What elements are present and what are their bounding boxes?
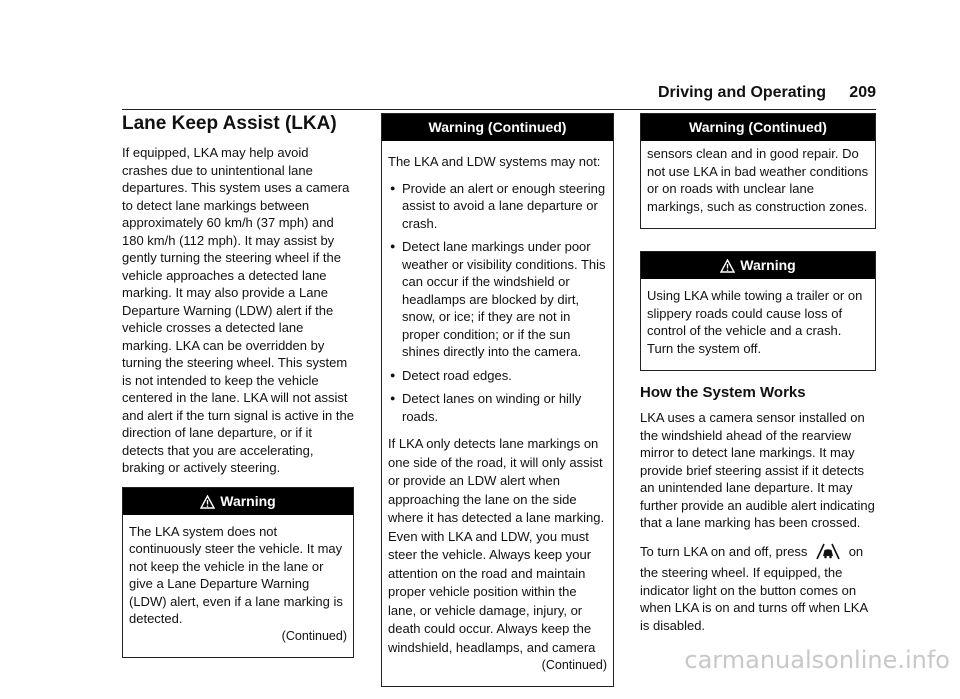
list-item: ● Detect lane markings under poor weather or visibility conditions. This can occur if the windshield or headlamps are blocked by dirt, snow, or ice; if they are not in proper condition; or if the sun shines directly into the camera. [388, 238, 607, 361]
lane-keep-assist-icon [813, 542, 843, 565]
header-title: Driving and Operating [657, 84, 826, 101]
instruction-text-before: To turn LKA on and off, press [640, 543, 808, 559]
page-header [122, 84, 876, 106]
warning-text: Using LKA while towing a trailer or on slippery roads could cause loss of control of the vehicle and a crash. Turn the system off. [647, 288, 863, 356]
column-1 [122, 112, 354, 670]
warning-title: Warning [740, 257, 796, 273]
page-number: 209 [849, 84, 876, 101]
toggle-instructions [640, 542, 876, 635]
warning-icon [200, 491, 215, 518]
column-2 [381, 113, 614, 699]
warning-body [641, 279, 875, 370]
column-3 [640, 113, 876, 644]
warning-header: Warning (Continued) [641, 114, 875, 141]
warning-box [122, 487, 354, 658]
warning-paragraph: If LKA only detects lane markings on one side of the road, it will only assist or provide an LDW alert when approaching the lane on the side where it has detected a lane marking. Even with LKA and LDW, you must steer the vehicle. Always keep your attention on the road and maintain proper vehicle position within the lane, or vehicle damage, injury, or death could occur. Always keep the windshield, headlamps, and camera [388, 436, 605, 655]
list-item: ● Detect lanes on winding or hilly roads. [388, 390, 607, 425]
section-heading: Lane Keep Assist (LKA) [122, 113, 337, 134]
intro-paragraph: If equipped, LKA may help avoid crashes due to unintentional lane departures. This system uses a camera to detect lane markings between approximately 60 km/h (37 mph) and 180 km/h (112 mph). It may assist by gently turning the steering wheel if the vehicle approaches a detected lane marking. It may also provide a Lane Departure Warning (LDW) alert if the vehicle crosses a detected lane marking. LKA can be overridden by turning the steering wheel. This system is not intended to keep the vehicle centered in the lane. LKA will not assist and alert if the turn signal is active in the direction of lane departure, or if it detects that you are accelerating, braking or actively steering. [122, 145, 354, 475]
warning-title: Warning [220, 492, 276, 509]
warning-icon [720, 255, 735, 282]
continued-label: (Continued) [541, 658, 607, 672]
warning-header: Warning (Continued) [382, 114, 613, 141]
watermark: carmanualsonline.info [684, 646, 950, 674]
bullet-list [388, 180, 607, 426]
subsection-heading: How the System Works [640, 384, 806, 401]
list-item: ● Provide an alert or enough steering assist to avoid a lane departure or crash. [388, 180, 607, 233]
warning-body [123, 515, 353, 657]
list-item: ● Detect road edges. [388, 367, 607, 385]
warning-text: The LKA system does not continuously steer the vehicle. It may not keep the vehicle in the lane or give a Lane Departure Warning (LDW) alert, even if a lane marking is detected. [129, 523, 343, 626]
warning-body [382, 141, 613, 686]
warning-box-continued [640, 113, 876, 229]
instruction-text-after: on the steering wheel. If equipped, the indicator light on the button comes on when LKA is on and turns off when LKA is disabled. [640, 543, 868, 633]
warning-text: sensors clean and in good repair. Do not use LKA in bad weather conditions or on roads with unclear lane markings, such as construction zones. [647, 146, 869, 214]
warning-box-continued [381, 113, 614, 687]
warning-lead: The LKA and LDW systems may not: [388, 154, 601, 169]
warning-header [123, 488, 353, 515]
continued-label: (Continued) [281, 628, 347, 643]
warning-body [641, 141, 875, 228]
warning-header [641, 252, 875, 279]
warning-box [640, 251, 876, 371]
header-rule [122, 109, 876, 110]
how-it-works-paragraph: LKA uses a camera sensor installed on the windshield ahead of the rearview mirror to detect lane markings. It may provide brief steering assist if it detects an unintended lane departure. It may further provide an audible alert indicating that a lane marking has been crossed. [640, 410, 875, 530]
